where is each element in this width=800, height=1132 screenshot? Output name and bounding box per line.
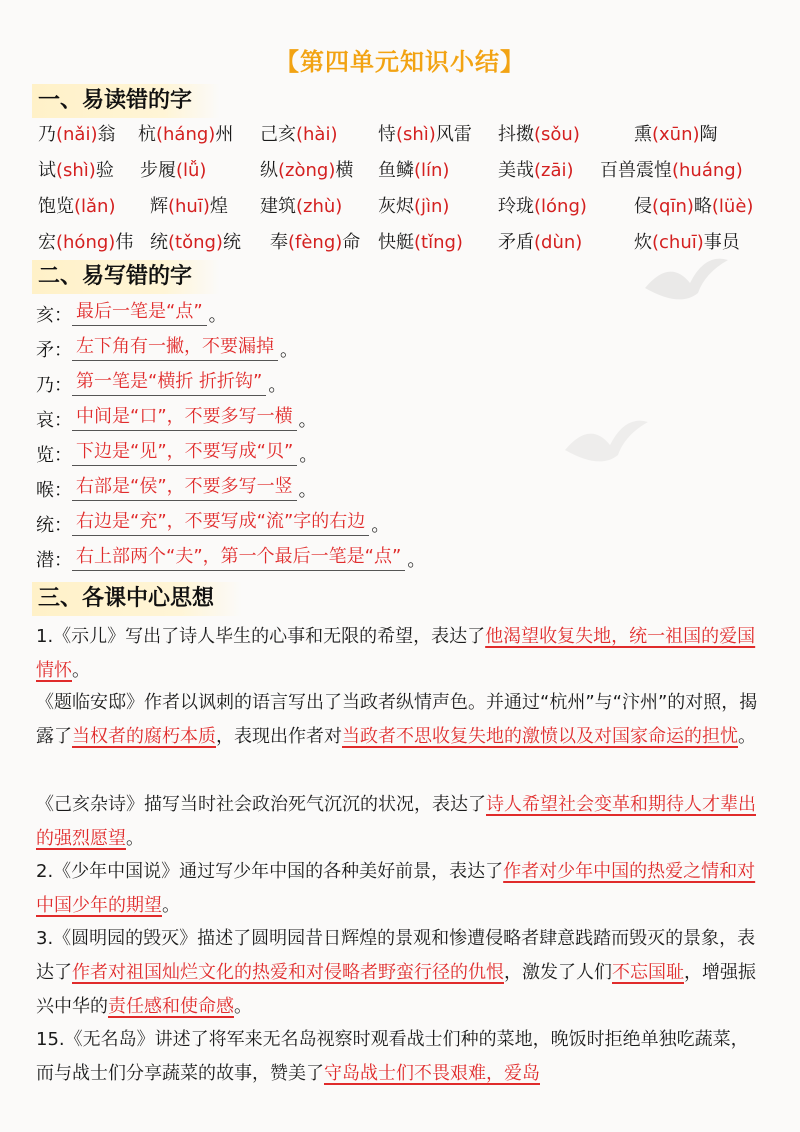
section-heading-central-ideas: 三、各课中心思想 (32, 582, 242, 616)
miswritten-item: 喉： 右部是“侯”，不要多写一竖 。 (36, 476, 317, 501)
idea-paragraph: 《己亥杂诗》描写当时社会政治死气沉沉的状况，表达了诗人希望社会变革和期待人才辈出的强烈愿望。 (36, 794, 756, 849)
vocab-word: 步履(lǚ) (140, 160, 207, 181)
writing-tip: 最后一笔是“点” (72, 301, 207, 326)
vocab-word: 乃(nǎi)翁 (38, 124, 116, 145)
writing-tip: 中间是“口”，不要多写一横 (72, 406, 297, 431)
vocab-row (38, 192, 778, 228)
miswritten-item: 哀： 中间是“口”，不要多写一横 。 (36, 406, 317, 431)
vocab-word: 饱览(lǎn) (38, 196, 116, 217)
vocab-word: 试(shì)验 (38, 160, 114, 181)
misread-words-list (38, 120, 778, 264)
writing-tip: 右边是“充”，不要写成“流”字的右边 (72, 511, 369, 536)
idea-paragraph: 15.《无名岛》讲述了将军来无名岛视察时观看战士们种的菜地，晚饭时拒绝单独吃蔬菜，而与战士们分享蔬菜的故事，赞美了守岛战士们不畏艰难，爱岛 (36, 1029, 749, 1084)
vocab-word: 炊(chuī)事员 (634, 232, 740, 253)
miswritten-item: 潜： 右上部两个“夫”，第一个最后一笔是“点” 。 (36, 546, 426, 571)
vocab-word: 灰烬(jìn) (378, 196, 450, 217)
vocab-row (38, 156, 778, 192)
vocab-word: 恃(shì)风雷 (378, 124, 472, 145)
miswritten-item: 乃： 第一笔是“横折 折折钩” 。 (36, 371, 287, 396)
vocab-word: 辉(huī)煌 (150, 196, 228, 217)
writing-tip: 第一笔是“横折 折折钩” (72, 371, 266, 396)
miswritten-item: 亥： 最后一笔是“点” 。 (36, 301, 227, 326)
vocab-word: 杭(háng)州 (138, 124, 234, 145)
writing-tip: 下边是“见”，不要写成“贝” (72, 441, 297, 466)
vocab-word: 统(tǒng)统 (150, 232, 241, 253)
char-label: 亥： (36, 304, 72, 326)
idea-paragraph: 《题临安邸》作者以讽刺的语言写出了当政者纵情声色。并通过“杭州”与“汴州”的对照，揭露了当权者的腐朽本质，表现出作者对当政者不思收复失地的激愤以及对国家命运的担忧。 (36, 692, 758, 747)
vocab-word: 玲珑(lóng) (498, 196, 587, 217)
page-title: 【第四单元知识小结】 (275, 48, 525, 76)
vocab-word: 建筑(zhù) (260, 196, 343, 217)
char-label: 乃： (36, 374, 72, 396)
writing-tip: 右上部两个“夫”，第一个最后一笔是“点” (72, 546, 405, 571)
section-heading-misread: 一、易读错的字 (32, 84, 220, 118)
char-label: 喉： (36, 479, 72, 501)
miswritten-item: 览： 下边是“见”，不要写成“贝” 。 (36, 441, 318, 466)
miswritten-item: 矛： 左下角有一撇，不要漏掉 。 (36, 336, 298, 361)
vocab-word: 矛盾(dùn) (498, 232, 583, 253)
char-label: 潜： (36, 549, 72, 571)
vocab-row (38, 120, 778, 156)
vocab-word: 侵(qīn)略(lüè) (634, 196, 754, 217)
section-heading-miswritten: 二、易写错的字 (32, 260, 220, 294)
char-label: 矛： (36, 339, 72, 361)
vocab-word: 美哉(zāi) (498, 160, 574, 181)
writing-tip: 左下角有一撇，不要漏掉 (72, 336, 278, 361)
idea-paragraph: 1.《示儿》写出了诗人毕生的心事和无限的希望，表达了他渴望收复失地，统一祖国的爱国情怀。 (36, 626, 756, 681)
miswritten-chars-list (36, 296, 776, 576)
vocab-row (38, 228, 778, 264)
miswritten-item: 统： 右边是“充”，不要写成“流”字的右边 。 (36, 511, 390, 536)
vocab-word: 己亥(hài) (260, 124, 338, 145)
char-label: 统： (36, 514, 72, 536)
vocab-word: 快艇(tǐng) (378, 232, 463, 253)
writing-tip: 右部是“侯”，不要多写一竖 (72, 476, 297, 501)
char-label: 览： (36, 444, 72, 466)
vocab-word: 奉(fèng)命 (270, 232, 361, 253)
char-label: 哀： (36, 409, 72, 431)
vocab-word: 纵(zòng)横 (260, 160, 354, 181)
vocab-word: 鱼鳞(lín) (378, 160, 450, 181)
vocab-word: 熏(xūn)陶 (634, 124, 718, 145)
idea-paragraph: 2.《少年中国说》通过写少年中国的各种美好前景，表达了作者对少年中国的热爱之情和对中国少年的期望。 (36, 861, 756, 916)
vocab-word: 抖擞(sǒu) (498, 124, 580, 145)
idea-paragraph: 3.《圆明园的毁灭》描述了圆明园昔日辉煌的景观和惨遭侵略者肆意践踏而毁灭的景象，表达了作者对祖国灿烂文化的热爱和对侵略者野蛮行径的仇恨，激发了人们不忘国耻，增强振兴中华的责任感和使命感。 (36, 928, 756, 1017)
vocab-word: 百兽震惶(huáng) (600, 160, 743, 181)
vocab-word: 宏(hóng)伟 (38, 232, 134, 253)
